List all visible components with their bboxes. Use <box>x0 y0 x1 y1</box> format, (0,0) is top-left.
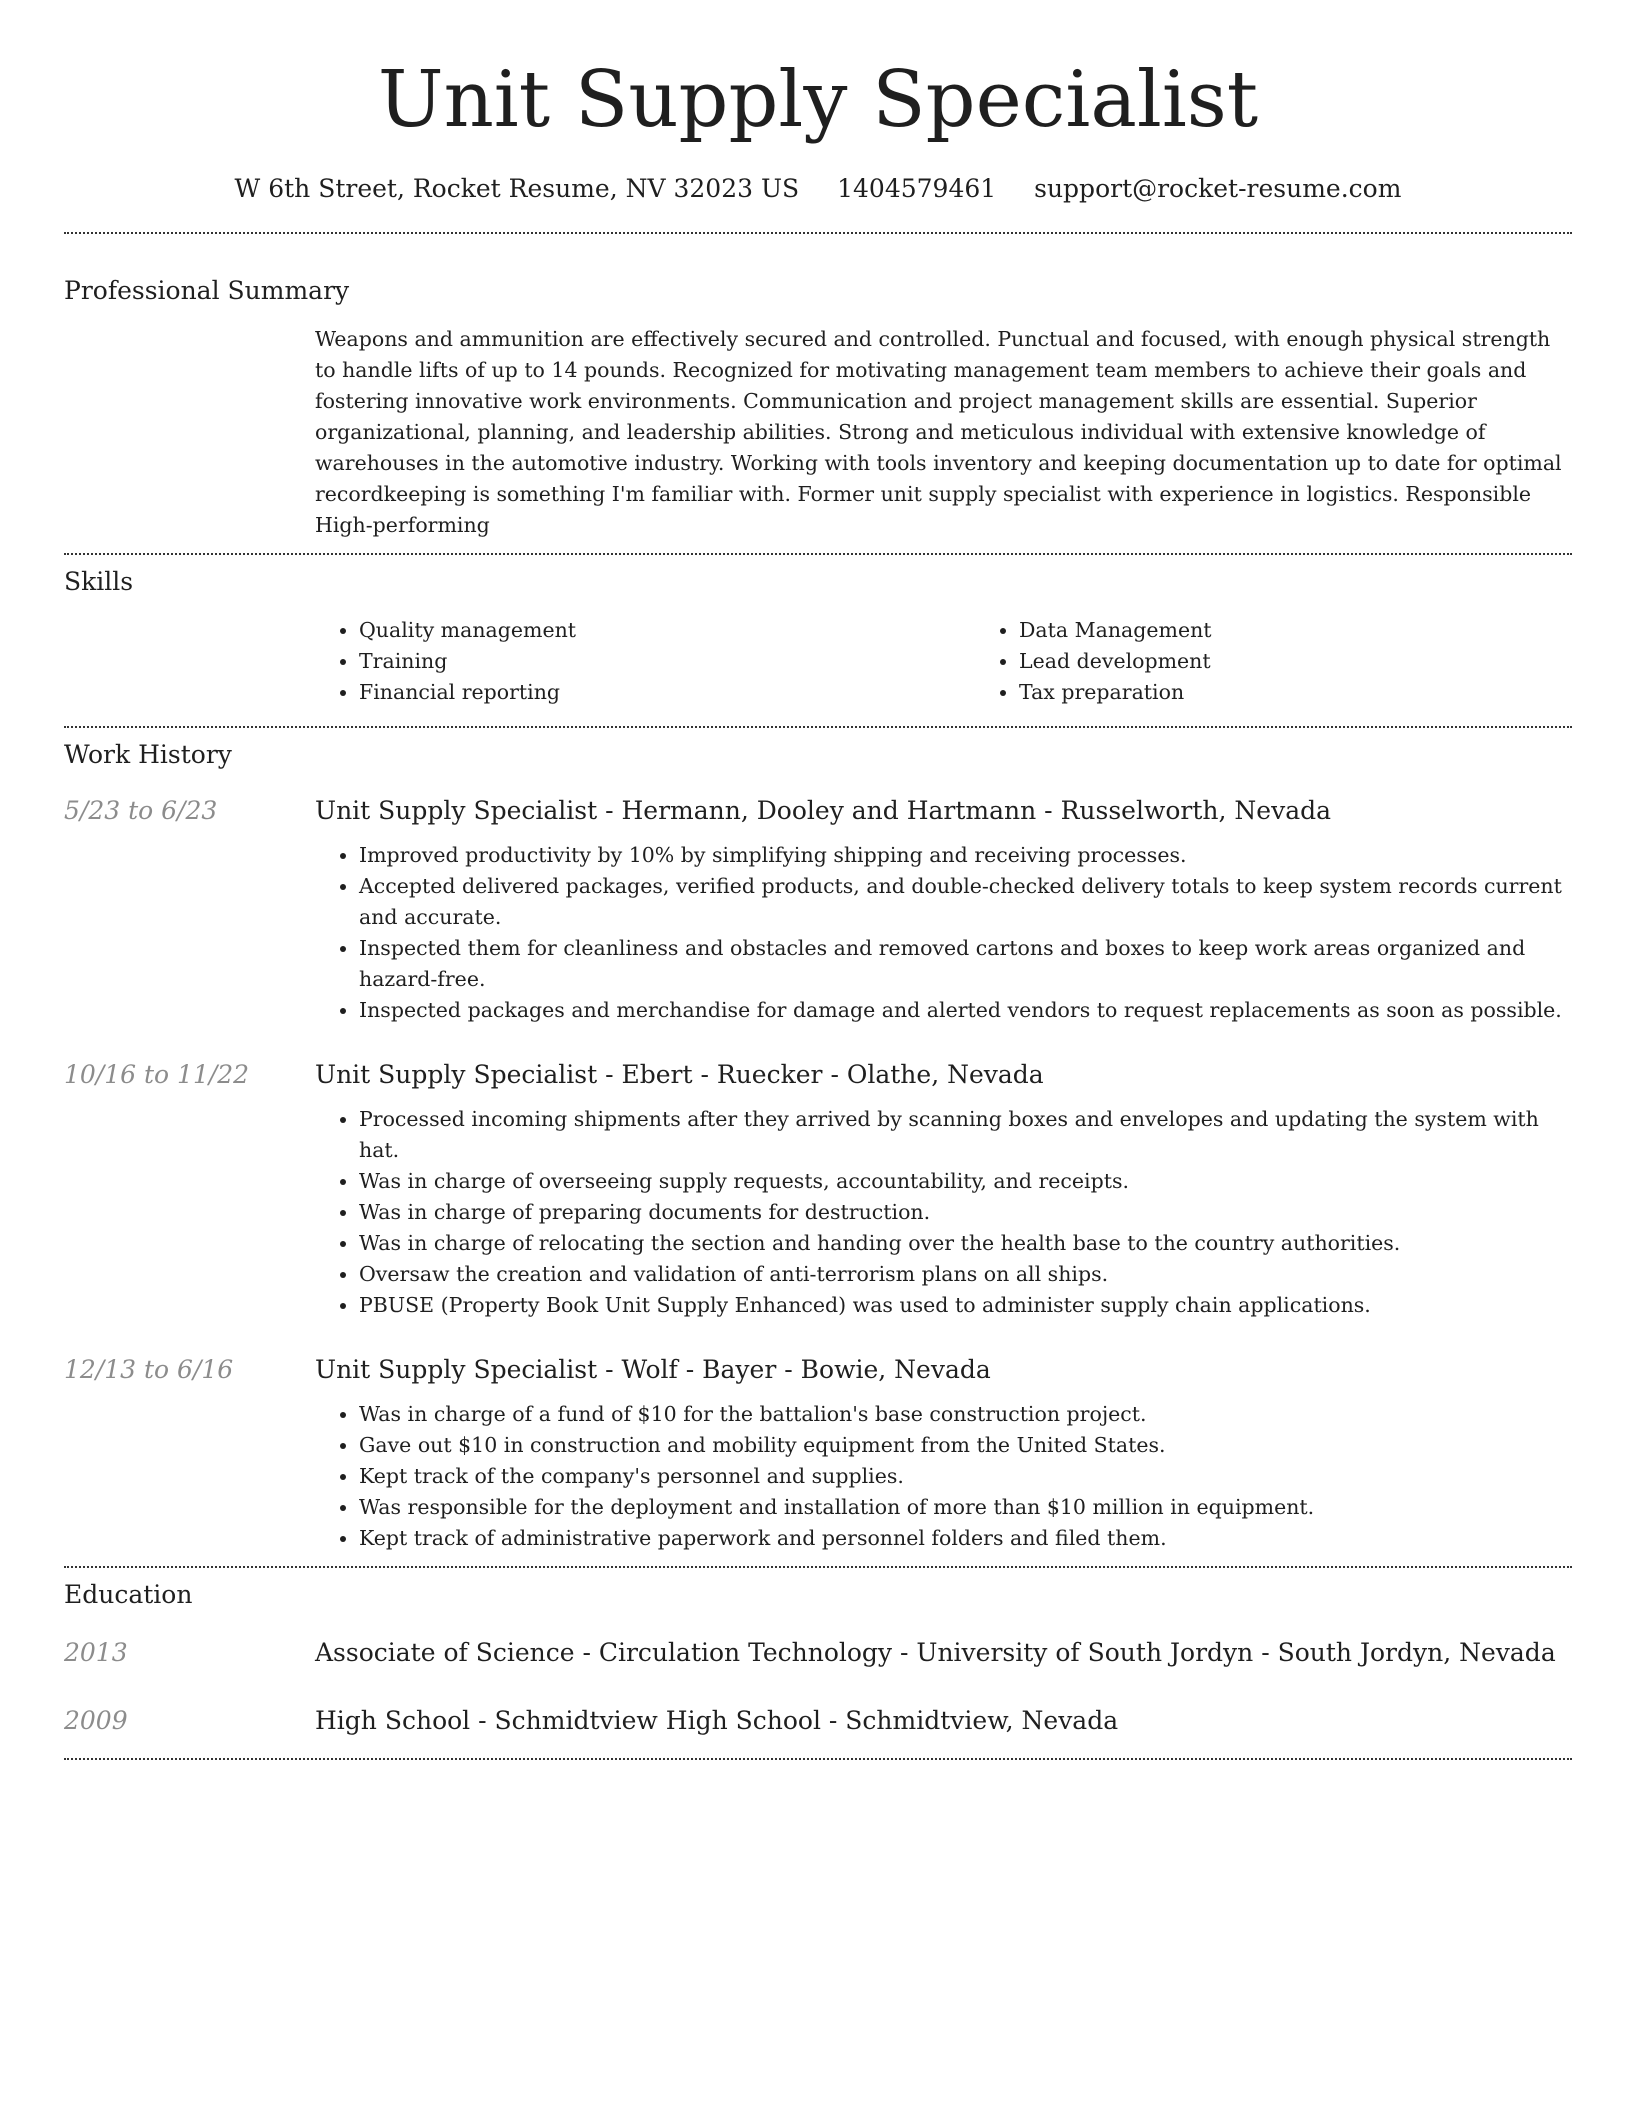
email-link[interactable]: support@rocket-resume.com <box>1034 174 1402 203</box>
contact-line <box>64 172 1572 206</box>
resume-page <box>64 0 1572 1760</box>
job-bullet: • Gave out $10 in construction and mobility equipment from the United States. <box>359 1430 1572 1461</box>
phone: 1404579461 <box>837 174 997 203</box>
skills-section <box>64 565 1572 708</box>
skill-item: • Tax preparation <box>1019 677 1632 708</box>
education-location: South Jordyn, Nevada <box>1277 1638 1556 1667</box>
job-dates: 5/23 to 6/23 <box>64 796 218 825</box>
job-bullets <box>315 1104 1572 1321</box>
job-bullets <box>315 1399 1572 1554</box>
job-bullet: • Was in charge of preparing documents for destruction. <box>359 1197 1572 1228</box>
separator: - <box>776 1355 801 1384</box>
education-section <box>64 1578 1572 1738</box>
skill-item: • Lead development <box>1019 646 1632 677</box>
separator: - <box>597 1060 622 1089</box>
candidate-name: Unit Supply Specialist <box>377 55 1259 145</box>
divider <box>64 232 1572 234</box>
job-role: Unit Supply Specialist <box>315 1355 598 1384</box>
job-title <box>315 1353 1572 1387</box>
job-dates: 12/13 to 6/16 <box>64 1355 234 1384</box>
job-location: Russelworth, Nevada <box>1060 796 1332 825</box>
skill-item: • Training <box>359 646 975 677</box>
job-entry <box>64 794 1572 1026</box>
education-location: Schmidtview, Nevada <box>845 1706 1119 1735</box>
section-title-education: Education <box>64 1580 193 1609</box>
job-bullet: • Inspected packages and merchandise for damage and alerted vendors to request replacements as soon as possible. <box>359 995 1572 1026</box>
job-location: Olathe, Nevada <box>846 1060 1044 1089</box>
job-bullet: • Kept track of the company's personnel and supplies. <box>359 1461 1572 1492</box>
job-bullet: • Oversaw the creation and validation of anti-terrorism plans on all ships. <box>359 1259 1572 1290</box>
job-bullet: • Was in charge of a fund of $10 for the battalion's base construction project. <box>359 1399 1572 1430</box>
section-title-skills: Skills <box>64 567 134 596</box>
skill-item: • Data Management <box>1019 615 1632 646</box>
job-bullet: • PBUSE (Property Book Unit Supply Enhanced) was used to administer supply chain applications. <box>359 1290 1572 1321</box>
job-bullet: • Was in charge of overseeing supply requests, accountability, and receipts. <box>359 1166 1572 1197</box>
job-title <box>315 794 1572 828</box>
divider <box>64 726 1572 728</box>
job-dates: 10/16 to 11/22 <box>64 1060 250 1089</box>
job-bullet: • Was responsible for the deployment and installation of more than $10 million in equipment. <box>359 1492 1572 1523</box>
separator: - <box>822 1060 847 1089</box>
section-title-summary: Professional Summary <box>64 276 350 305</box>
job-role: Unit Supply Specialist <box>315 1060 598 1089</box>
job-bullet: • Processed incoming shipments after they arrived by scanning boxes and envelopes and updating the system with hat. <box>359 1104 1572 1166</box>
job-company: Ebert - Ruecker <box>621 1060 823 1089</box>
job-title <box>315 1058 1572 1092</box>
education-degree: Associate of Science - Circulation Technology <box>315 1638 893 1667</box>
job-bullet: • Inspected them for cleanliness and obstacles and removed cartons and boxes to keep work areas organized and hazard-free. <box>359 933 1572 995</box>
skills-list-right <box>975 615 1632 708</box>
summary-text: Weapons and ammunition are effectively secured and controlled. Punctual and focused, with enough physical strength to handle lifts of up to 14 pounds. Recognized for motivating management team members to achieve their goals and fostering innovative work environments. Communication and project management skills are essential. Superior organizational, planning, and leadership abilities. Strong and meticulous individual with extensive knowledge of warehouses in the automotive industry. Working with tools inventory and keeping documentation up to date for optimal recordkeeping is something I'm familiar with. Former unit supply specialist with experience in logistics. Responsible High-performing <box>315 327 1562 537</box>
divider <box>64 1566 1572 1568</box>
divider <box>64 553 1572 555</box>
job-bullet: • Accepted delivered packages, verified products, and double-checked delivery totals to keep system records current and accurate. <box>359 871 1572 933</box>
separator: - <box>597 796 622 825</box>
job-entry <box>64 1353 1572 1554</box>
job-bullets <box>315 840 1572 1026</box>
job-location: Bowie, Nevada <box>800 1355 991 1384</box>
education-year: 2013 <box>64 1638 128 1667</box>
job-role: Unit Supply Specialist <box>315 796 598 825</box>
summary-section <box>64 274 1572 541</box>
skills-list-left <box>315 615 975 708</box>
education-school: Schmidtview High School <box>494 1706 821 1735</box>
separator: - <box>820 1706 846 1735</box>
job-company: Hermann, Dooley and Hartmann <box>621 796 1037 825</box>
education-entry <box>64 1704 1572 1738</box>
education-title <box>315 1704 1572 1738</box>
education-title <box>315 1636 1572 1670</box>
separator: - <box>1253 1638 1278 1667</box>
address: W 6th Street, Rocket Resume, NV 32023 US <box>234 174 800 203</box>
skill-item: • Financial reporting <box>359 677 975 708</box>
separator: - <box>470 1706 495 1735</box>
job-entry <box>64 1058 1572 1321</box>
divider <box>64 1758 1572 1760</box>
work-history-section <box>64 738 1572 1554</box>
separator: - <box>892 1638 917 1667</box>
education-school: University of South Jordyn <box>916 1638 1254 1667</box>
job-bullet: • Kept track of administrative paperwork and personnel folders and filed them. <box>359 1523 1572 1554</box>
job-bullet: • Was in charge of relocating the section and handing over the health base to the country authorities. <box>359 1228 1572 1259</box>
education-entry <box>64 1636 1572 1670</box>
education-year: 2009 <box>64 1706 128 1735</box>
separator: - <box>597 1355 622 1384</box>
skill-item: • Quality management <box>359 615 975 646</box>
job-bullet: • Improved productivity by 10% by simplifying shipping and receiving processes. <box>359 840 1572 871</box>
education-degree: High School <box>315 1706 471 1735</box>
separator: - <box>1036 796 1061 825</box>
job-company: Wolf - Bayer <box>621 1355 777 1384</box>
section-title-work: Work History <box>64 740 232 769</box>
